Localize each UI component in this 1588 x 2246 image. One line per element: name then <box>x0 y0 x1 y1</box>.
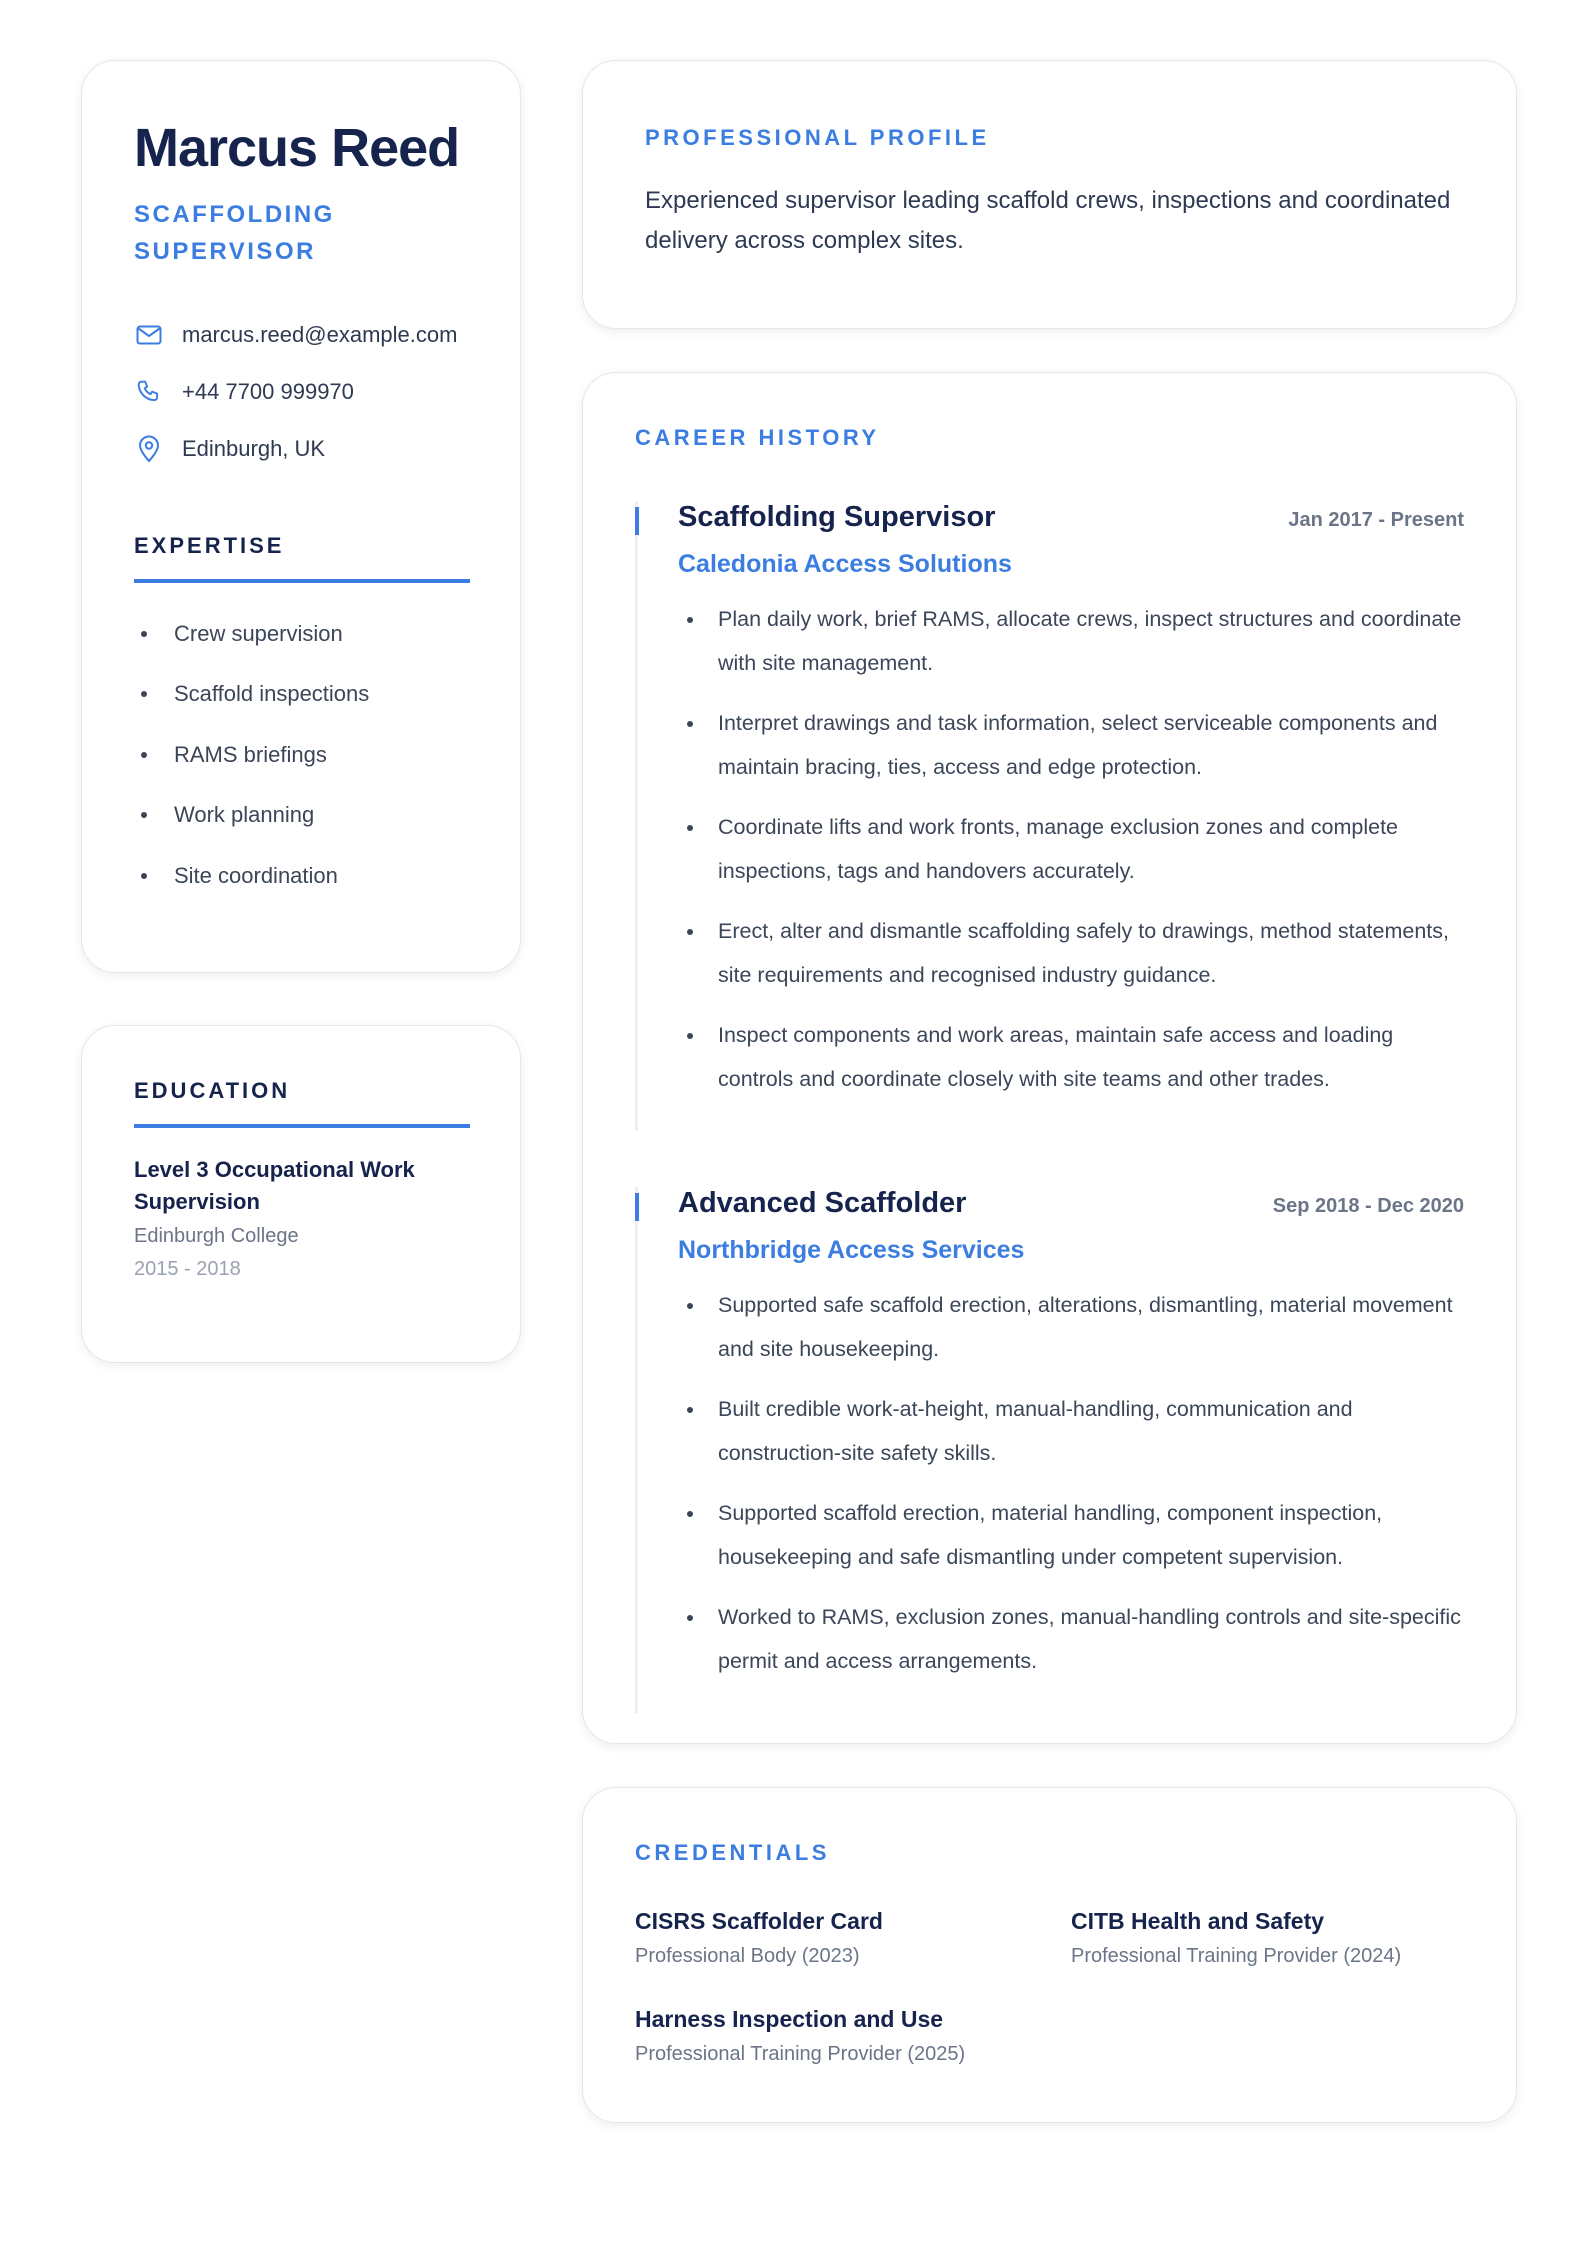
expertise-heading: EXPERTISE <box>134 533 285 559</box>
credential-item <box>635 1908 1071 1968</box>
candidate-name: Marcus Reed <box>134 118 460 178</box>
bullet-text: Inspect components and work areas, maintain safe access and loading controls and coordinate closely with site teams and other trades. <box>718 1023 1394 1091</box>
timeline-marker <box>635 507 639 535</box>
education-card <box>81 1025 521 1363</box>
list-item <box>678 701 1464 789</box>
expertise-divider <box>134 579 470 583</box>
list-item <box>678 1013 1464 1101</box>
list-item <box>678 909 1464 997</box>
credential-issuer: Professional Training Provider (2025) <box>635 2043 966 2065</box>
phone-text: +44 7700 999970 <box>182 378 354 404</box>
job-title: Advanced Scaffolder <box>678 1187 967 1219</box>
job-bullets <box>678 597 1464 1101</box>
career-card <box>582 372 1517 1744</box>
contact-email[interactable] <box>134 306 470 363</box>
job-dates: Jan 2017 - Present <box>1288 509 1464 531</box>
list-item <box>678 1595 1464 1683</box>
email-text: marcus.reed@example.com <box>182 321 458 347</box>
credential-item <box>1071 1908 1471 1968</box>
phone-icon <box>134 377 164 407</box>
bullet-dot <box>687 825 693 831</box>
list-item <box>678 1491 1464 1579</box>
bullet-dot <box>687 1407 693 1413</box>
bullet-dot <box>141 873 147 879</box>
bullet-dot <box>687 929 693 935</box>
skill-label: Site coordination <box>174 862 338 888</box>
bullet-text: Supported safe scaffold erection, alterations, dismantling, material movement and site housekeeping. <box>718 1293 1453 1361</box>
job-bullets <box>678 1283 1464 1683</box>
timeline-line <box>635 1187 638 1713</box>
contact-card <box>81 60 521 973</box>
bullet-dot <box>687 1303 693 1309</box>
location-text: Edinburgh, UK <box>182 435 326 461</box>
bullet-dot <box>141 631 147 637</box>
profile-text: Experienced supervisor leading scaffold crews, inspections and coordinated delivery across complex sites. <box>645 187 1451 254</box>
list-item <box>678 1283 1464 1371</box>
job-company: Caledonia Access Solutions <box>678 550 1012 578</box>
bullet-text: Interpret drawings and task information, select serviceable components and maintain bracing, ties, access and edge protection. <box>718 711 1438 779</box>
location-pin-icon <box>134 434 164 464</box>
bullet-dot <box>687 1033 693 1039</box>
bullet-text: Coordinate lifts and work fronts, manage exclusion zones and complete inspections, tags and handovers accurately. <box>718 815 1399 883</box>
list-item <box>134 785 470 846</box>
bullet-text: Erect, alter and dismantle scaffolding safely to drawings, method statements, site requirements and recognised industry guidance. <box>718 919 1449 987</box>
list-item <box>134 664 470 725</box>
bullet-dot <box>141 752 147 758</box>
job-entry <box>635 1187 1464 1713</box>
expertise-list <box>134 603 470 906</box>
candidate-role: SCAFFOLDING SUPERVISOR <box>134 201 335 266</box>
credential-issuer: Professional Body (2023) <box>635 1945 860 1967</box>
education-school: Edinburgh College <box>134 1225 299 1247</box>
bullet-dot <box>687 1511 693 1517</box>
career-heading: CAREER HISTORY <box>635 425 880 450</box>
contact-list <box>134 306 470 477</box>
job-entry <box>635 501 1464 1131</box>
skill-label: Work planning <box>174 802 315 828</box>
skill-label: Crew supervision <box>174 620 343 646</box>
bullet-text: Plan daily work, brief RAMS, allocate crews, inspect structures and coordinate with site management. <box>718 607 1462 675</box>
job-company: Northbridge Access Services <box>678 1236 1025 1264</box>
list-item <box>678 1387 1464 1475</box>
skill-label: RAMS briefings <box>174 741 327 767</box>
bullet-dot <box>687 721 693 727</box>
skill-label: Scaffold inspections <box>174 681 370 707</box>
bullet-dot <box>141 691 147 697</box>
timeline-line <box>635 501 638 1131</box>
list-item <box>678 805 1464 893</box>
bullet-dot <box>141 812 147 818</box>
education-degree: Level 3 Occupational Work Supervision <box>134 1157 415 1214</box>
profile-heading: PROFESSIONAL PROFILE <box>645 125 990 150</box>
bullet-dot <box>687 1615 693 1621</box>
profile-card <box>582 60 1517 329</box>
credential-name: CITB Health and Safety <box>1071 1908 1325 1934</box>
list-item <box>134 845 470 906</box>
bullet-text: Worked to RAMS, exclusion zones, manual-handling controls and site-specific permit and access arrangements. <box>718 1605 1461 1673</box>
credential-name: Harness Inspection and Use <box>635 2006 944 2032</box>
credentials-heading: CREDENTIALS <box>635 1840 830 1865</box>
envelope-icon <box>134 320 164 350</box>
list-item <box>678 597 1464 685</box>
list-item <box>134 724 470 785</box>
job-dates: Sep 2018 - Dec 2020 <box>1272 1195 1464 1217</box>
credential-item <box>635 2006 1071 2066</box>
bullet-text: Built credible work-at-height, manual-handling, communication and construction-site safety skills. <box>718 1397 1353 1465</box>
bullet-dot <box>687 617 693 623</box>
job-title: Scaffolding Supervisor <box>678 501 996 533</box>
list-item <box>134 603 470 664</box>
education-heading: EDUCATION <box>134 1078 291 1103</box>
bullet-text: Supported scaffold erection, material handling, component inspection, housekeeping and safe dismantling under competent supervision. <box>718 1501 1383 1569</box>
education-divider <box>134 1124 470 1128</box>
contact-location <box>134 420 470 477</box>
timeline-marker <box>635 1193 639 1221</box>
credentials-grid <box>635 1908 1464 2066</box>
credential-issuer: Professional Training Provider (2024) <box>1071 1945 1402 1967</box>
education-years: 2015 - 2018 <box>134 1258 241 1280</box>
contact-phone[interactable] <box>134 363 470 420</box>
credentials-card <box>582 1787 1517 2123</box>
credential-name: CISRS Scaffolder Card <box>635 1908 883 1934</box>
